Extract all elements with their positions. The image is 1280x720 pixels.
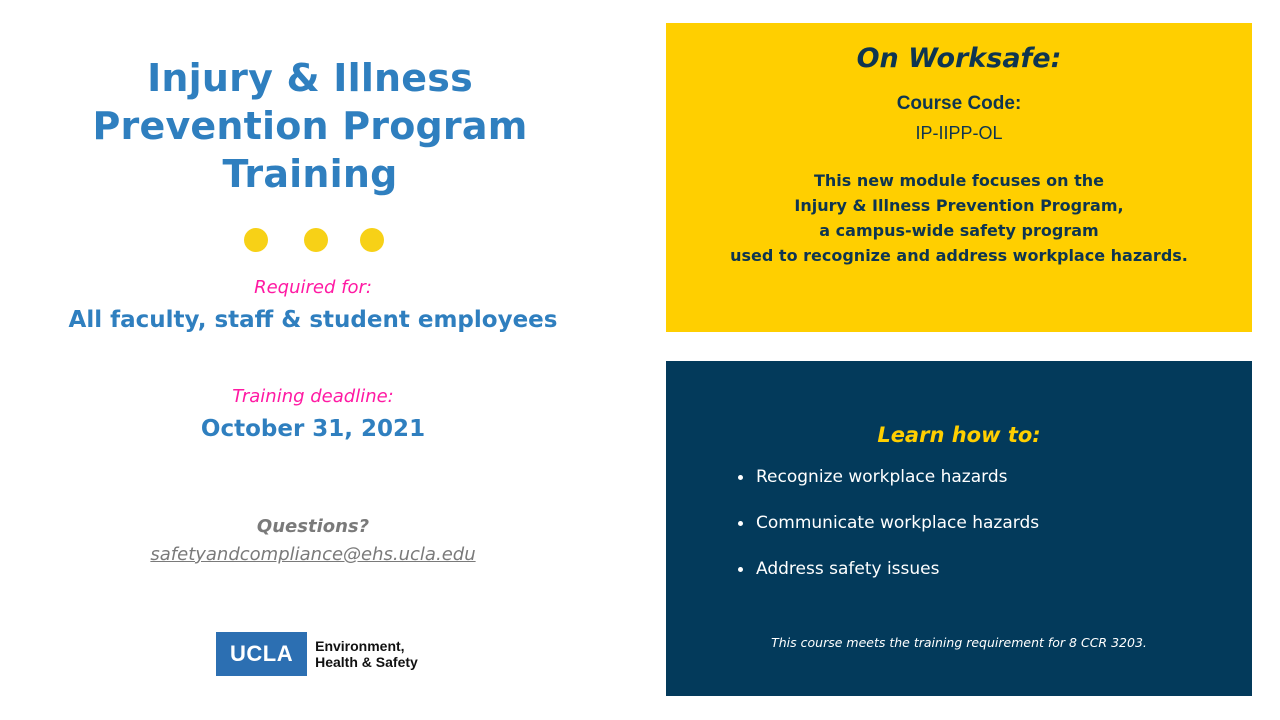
course-code-value: IP-IIPP-OL (915, 123, 1003, 143)
logo-text-line-1: Environment, (315, 638, 405, 654)
ucla-ehs-logo (216, 632, 418, 676)
questions-label: Questions? (256, 516, 370, 537)
deadline-value: October 31, 2021 (200, 416, 426, 442)
page-title (60, 54, 560, 198)
left-panel (0, 0, 630, 720)
description-line-4: used to recognize and address workplace hazards. (730, 246, 1188, 265)
worksafe-title: On Worksafe: (856, 43, 1062, 74)
title-line-1: Injury & Illness (147, 56, 473, 100)
contact-email-link[interactable]: safetyandcompliance@ehs.ucla.edu (150, 544, 476, 565)
learn-title: Learn how to: (877, 423, 1041, 447)
list-item: Communicate workplace hazards (736, 511, 1039, 557)
learn-panel (666, 361, 1252, 696)
title-line-2: Prevention Program (92, 104, 528, 148)
ucla-logo-box: UCLA (216, 632, 307, 676)
learn-list (736, 465, 1039, 603)
required-label: Required for: (254, 277, 372, 298)
dot-icon (244, 228, 268, 252)
list-item: Address safety issues (736, 557, 1039, 603)
description-line-1: This new module focuses on the (813, 171, 1105, 190)
title-line-3: Training (222, 152, 398, 196)
worksafe-panel (666, 23, 1252, 332)
logo-text-line-2: Health & Safety (315, 654, 418, 670)
worksafe-description (666, 168, 1252, 268)
description-line-3: a campus-wide safety program (819, 221, 1099, 240)
course-code-label: Course Code: (896, 93, 1022, 114)
logo-text (315, 638, 418, 670)
required-value: All faculty, staff & student employees (68, 307, 558, 333)
description-line-2: Injury & Illness Prevention Program, (794, 196, 1124, 215)
requirement-note: This course meets the training requirement for 8 CCR 3203. (771, 635, 1147, 650)
dot-icon (360, 228, 384, 252)
decorative-dots (0, 228, 630, 254)
list-item: Recognize workplace hazards (736, 465, 1039, 511)
dot-icon (304, 228, 328, 252)
deadline-label: Training deadline: (232, 386, 394, 407)
